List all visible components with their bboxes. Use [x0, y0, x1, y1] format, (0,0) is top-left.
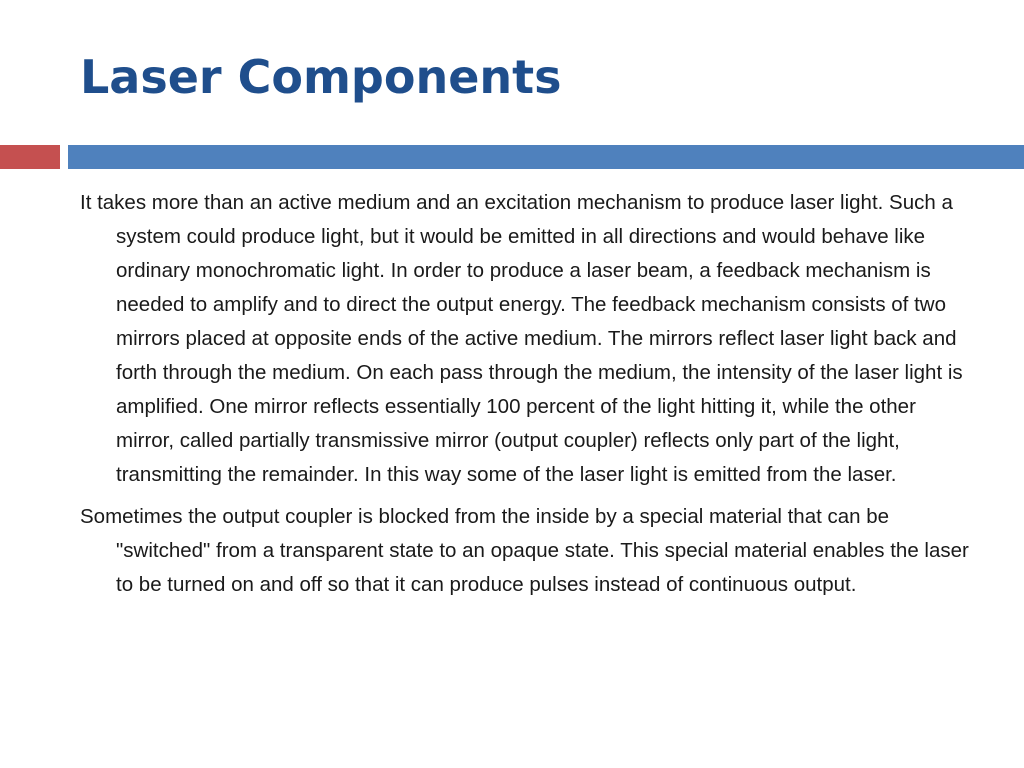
title-divider-accent	[0, 145, 60, 169]
body-paragraph: Sometimes the output coupler is blocked from the inside by a special material that can be "switched" from a transparent state to an opaque state. This special material enables the laser to be turned on and off so that it can produce pulses instead of continuous output.	[80, 505, 969, 596]
slide-body	[80, 186, 975, 610]
body-paragraph: It takes more than an active medium and an excitation mechanism to produce laser light. Such a system could produce light, but it would be emitted in all directions and would behave like ordinary monochromatic light. In order to produce a laser beam, a feedback mechanism is needed to amplify and to direct the output energy. The feedback mechanism consists of two mirrors placed at opposite ends of the active medium. The mirrors reflect laser light back and forth through the medium. On each pass through the medium, the intensity of the laser light is amplified. One mirror reflects essentially 100 percent of the light hitting it, while the other mirror, called partially transmissive mirror (output coupler) reflects only part of the light, transmitting the remainder. In this way some of the laser light is emitted from the laser.	[80, 191, 963, 486]
title-divider-bar	[68, 145, 1024, 169]
slide-title: Laser Components	[80, 50, 562, 104]
